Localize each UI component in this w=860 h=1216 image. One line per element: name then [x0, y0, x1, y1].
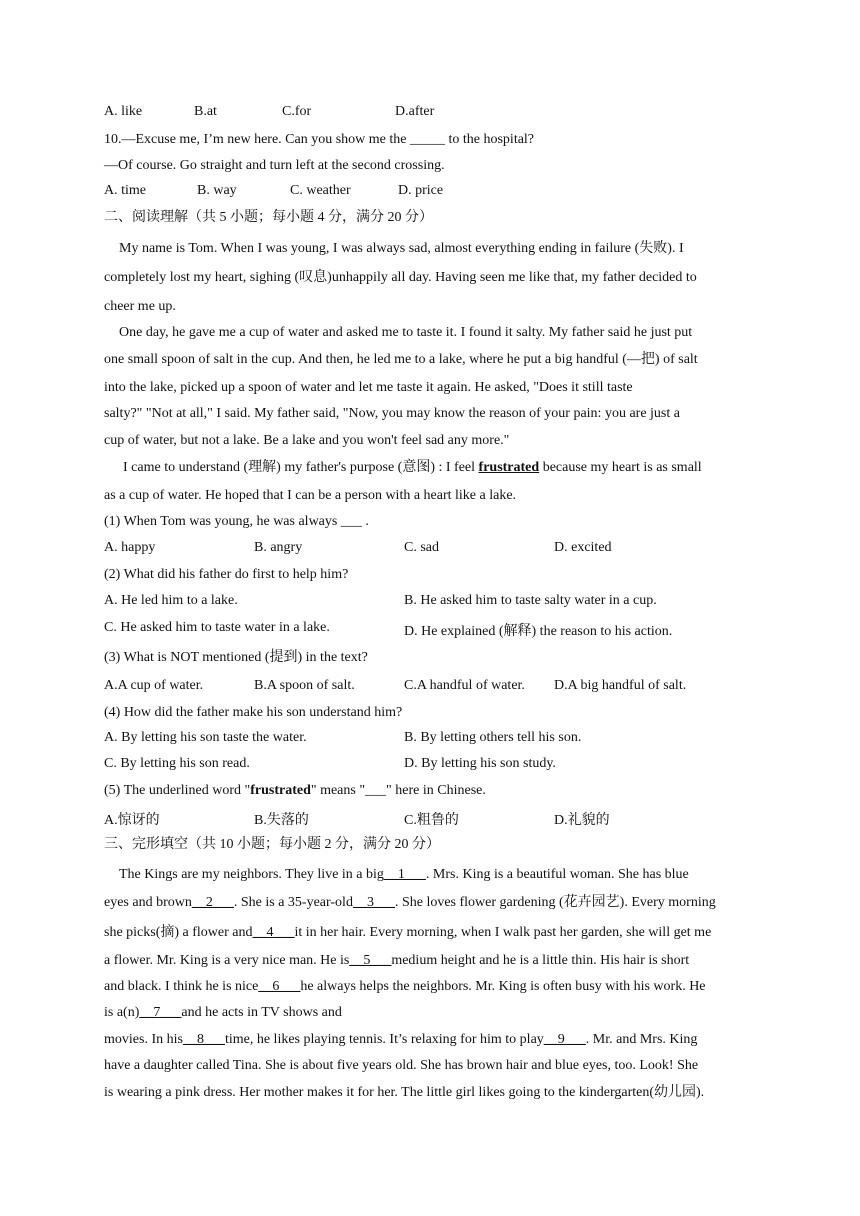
cloze-line — [104, 978, 706, 996]
cloze-blank-4: __4___ — [252, 925, 295, 940]
cloze-line — [104, 1084, 704, 1102]
cloze-blank-9: __9___ — [543, 1032, 586, 1047]
question-3-option-a: A.A cup of water. — [104, 678, 204, 693]
passage-line: into the lake, picked up a spoon of water and let me taste it again. He asked, "Does it still taste — [104, 380, 633, 395]
section3-heading: 三、完形填空（共 10 小题；每小题 2 分，满分 20 分） — [104, 837, 440, 852]
cloze-text: movies. In his — [104, 1032, 183, 1047]
passage-line: cup of water, but not a lake. Be a lake and you won't feel sad any more." — [104, 433, 510, 448]
question-2-option-b: B. He asked him to taste salty water in a cup. — [404, 593, 657, 608]
cloze-line — [104, 1031, 697, 1049]
question-5-option-a: A.惊讶的 — [104, 813, 160, 828]
cloze-text: he always helps the neighbors. Mr. King is often busy with his work. He — [300, 979, 706, 994]
question-5-stem — [104, 782, 486, 800]
q10-option-d: D. price — [398, 183, 444, 198]
section2-heading: 二、阅读理解（共 5 小题；每小题 4 分，满分 20 分） — [104, 210, 433, 225]
question-3-option-c: C.A handful of water. — [404, 678, 525, 693]
cloze-text: have a daughter called Tina. She is about five years old. She has brown hair and blue eyes, too. Look! She — [104, 1058, 699, 1073]
q10-option-c: C. weather — [290, 183, 351, 198]
cloze-blank-1: __1___ — [383, 867, 426, 882]
cloze-blank-8: __8___ — [182, 1032, 225, 1047]
q10-stem-text: 10.—Excuse me, I’m new here. Can you show me the — [104, 132, 410, 147]
question-1-option-d: D. excited — [554, 540, 612, 555]
question-2-option-d: D. He explained (解释) the reason to his action. — [404, 624, 673, 639]
question-1-option-c: C. sad — [404, 540, 439, 555]
cloze-text: eyes and brown — [104, 895, 192, 910]
question-5-bold-word: frustrated — [250, 783, 311, 798]
passage-line: salty?" "Not at all," I said. My father said, "Now, you may know the reason of your pain: you are just a — [104, 406, 680, 421]
passage-text: I came to understand (理解) my father's purpose (意图) : I feel — [123, 460, 479, 475]
question-3-option-d: D.A big handful of salt. — [554, 678, 687, 693]
question-5-option-b: B.失落的 — [254, 813, 309, 828]
cloze-text: . She is a 35-year-old — [233, 895, 353, 910]
cloze-text: The Kings are my neighbors. They live in a big — [119, 867, 384, 882]
q10-reply: —Of course. Go straight and turn left at the second crossing. — [104, 158, 445, 173]
q10-stem-end: to the hospital? — [444, 132, 535, 147]
passage-line — [104, 459, 702, 477]
cloze-blank-2: __2___ — [191, 895, 234, 910]
question-2-stem: (2) What did his father do first to help him? — [104, 567, 349, 582]
q10-option-a: A. time — [104, 183, 146, 198]
cloze-blank-5: __5___ — [349, 953, 392, 968]
cloze-text: medium height and he is a little thin. His hair is short — [391, 953, 690, 968]
question-3-stem: (3) What is NOT mentioned (提到) in the text? — [104, 650, 368, 665]
question-1-option-a: A. happy — [104, 540, 156, 555]
cloze-line — [104, 1057, 698, 1075]
question-1-stem: (1) When Tom was young, he was always ___ . — [104, 514, 369, 529]
question-2-option-a: A. He led him to a lake. — [104, 593, 238, 608]
cloze-text: . Mr. and Mrs. King — [585, 1032, 698, 1047]
underlined-word-frustrated: frustrated — [478, 460, 540, 475]
question-4-option-a: A. By letting his son taste the water. — [104, 730, 307, 745]
q10-option-b: B. way — [197, 183, 237, 198]
cloze-line — [104, 924, 711, 942]
cloze-text: . She loves flower gardening (花卉园艺). Every morning — [394, 895, 716, 910]
cloze-line — [104, 866, 689, 884]
question-3-option-b: B.A spoon of salt. — [254, 678, 355, 693]
question-5-stem-end: " means "___" here in Chinese. — [310, 783, 486, 798]
question-1-option-b: B. angry — [254, 540, 303, 555]
q9-option-a: A. like — [104, 104, 143, 119]
passage-line: completely lost my heart, sighing (叹息)unhappily all day. Having seen me like that, my father decided to — [104, 270, 697, 285]
q10-blank: _____ — [409, 132, 445, 147]
cloze-text: . Mrs. King is a beautiful woman. She has blue — [425, 867, 689, 882]
question-5-option-c: C.粗鲁的 — [404, 813, 459, 828]
cloze-text: is a(n) — [104, 1005, 140, 1020]
cloze-text: she picks(摘) a flower and — [104, 925, 253, 940]
passage-line: as a cup of water. He hoped that I can be a person with a heart like a lake. — [104, 488, 517, 503]
cloze-text: a flower. Mr. King is a very nice man. He is — [104, 953, 350, 968]
cloze-line — [104, 1004, 342, 1022]
passage-line: My name is Tom. When I was young, I was always sad, almost everything ending in failure (失败). I — [119, 241, 684, 256]
passage-line: one small spoon of salt in the cup. And then, he led me to a lake, where he put a big handful (—把) of salt — [104, 352, 698, 367]
question-5-stem-text: (5) The underlined word " — [104, 783, 251, 798]
cloze-blank-7: __7___ — [139, 1005, 182, 1020]
passage-text: because my heart is as small — [539, 460, 702, 475]
question-4-stem: (4) How did the father make his son understand him? — [104, 705, 403, 720]
cloze-blank-6: __6___ — [258, 979, 301, 994]
cloze-text: it in her hair. Every morning, when I walk past her garden, she will get me — [294, 925, 712, 940]
question-4-option-d: D. By letting his son study. — [404, 756, 556, 771]
cloze-blank-3: __3___ — [352, 895, 395, 910]
question-4-option-b: B. By letting others tell his son. — [404, 730, 582, 745]
cloze-text: time, he likes playing tennis. It’s relaxing for him to play — [224, 1032, 544, 1047]
cloze-text: and black. I think he is nice — [104, 979, 259, 994]
cloze-line — [104, 952, 689, 970]
cloze-line — [104, 894, 716, 912]
question-4-option-c: C. By letting his son read. — [104, 756, 250, 771]
q9-option-b: B.at — [194, 104, 217, 119]
question-2-option-c: C. He asked him to taste water in a lake. — [104, 620, 330, 635]
cloze-text: is wearing a pink dress. Her mother makes it for her. The little girl likes going to the kindergarten(幼儿园). — [104, 1085, 705, 1100]
q10-stem — [104, 131, 534, 149]
passage-line: One day, he gave me a cup of water and asked me to taste it. I found it salty. My father said he just put — [119, 325, 693, 340]
q9-option-d: D.after — [395, 104, 435, 119]
cloze-text: and he acts in TV shows and — [181, 1005, 342, 1020]
q9-option-c: C.for — [282, 104, 312, 119]
passage-line: cheer me up. — [104, 299, 176, 314]
question-5-option-d: D.礼貌的 — [554, 813, 610, 828]
